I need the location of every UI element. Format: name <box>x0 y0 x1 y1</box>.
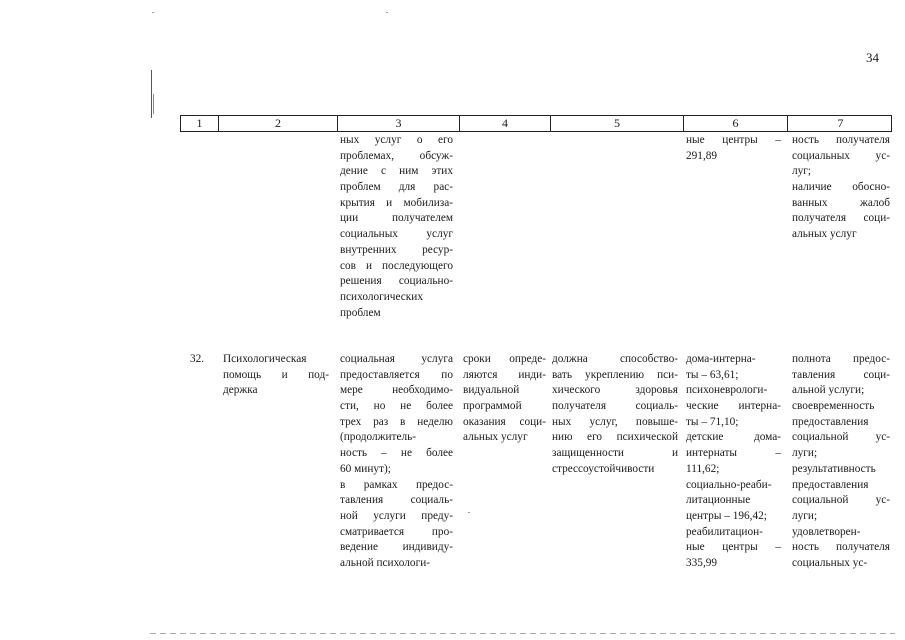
text-line: ные центры – <box>686 134 781 146</box>
text-line: в рамках предос- <box>340 478 453 491</box>
text-line: удовлетворен- <box>792 525 861 538</box>
text-line: ных услуг о его <box>340 134 453 146</box>
column-number-3: 3 <box>338 116 460 131</box>
text-line: получателя соци- <box>792 212 890 225</box>
margin-rule-secondary <box>153 94 154 114</box>
text-line: решения социально- <box>340 275 453 288</box>
text-line: вать укреплению пси- <box>552 368 678 381</box>
text-line: тавления соци- <box>792 368 890 381</box>
text-line: дение с ним этих <box>340 165 453 178</box>
text-line: детские дома- <box>686 431 781 444</box>
text-line: внутренних ресур- <box>340 243 453 256</box>
text-line: ные центры – <box>686 541 781 554</box>
text-line: предоставляется по <box>340 368 453 381</box>
text-line: социально-реаби- <box>686 478 772 491</box>
text-line: ность – не более <box>340 447 453 460</box>
text-line: ных услуг, повыше- <box>552 415 678 428</box>
text-line: ведение индивиду- <box>340 541 453 554</box>
row-32-description <box>340 352 453 572</box>
text-line: ность получателя <box>792 541 890 554</box>
text-line: альной услуги; <box>792 384 865 397</box>
text-line: тавления социаль- <box>340 494 453 507</box>
text-line: сроки опреде- <box>463 353 546 365</box>
page-bottom-scan-edge <box>150 633 895 634</box>
column-number-5: 5 <box>551 116 684 131</box>
text-line: ты – 63,61; <box>686 368 739 381</box>
continuation-col6-text <box>686 133 781 164</box>
text-line: альных услуг <box>792 228 857 241</box>
text-line: социальной ус- <box>792 431 890 444</box>
text-line: интернаты – <box>686 447 781 460</box>
text-line: сматривается про- <box>340 525 453 538</box>
text-line: хического здоровья <box>552 384 678 397</box>
text-line: предоставления <box>792 478 869 491</box>
text-line: Психологическая <box>223 353 307 365</box>
row-32-service-name <box>223 352 329 399</box>
scan-speck <box>468 512 470 513</box>
text-line: центры – 196,42; <box>686 509 767 522</box>
table-header-row <box>180 115 892 132</box>
text-line: ванных жалоб <box>792 196 890 209</box>
row-number: 32. <box>190 353 205 365</box>
text-line: социальной ус- <box>792 494 890 507</box>
row-32-quality-indicators <box>792 352 890 572</box>
text-line: своевременность <box>792 400 875 413</box>
text-line: результативность <box>792 462 876 475</box>
column-number-1: 1 <box>181 116 219 131</box>
text-line: ной услуги преду- <box>340 509 453 522</box>
text-line: мере необходимо- <box>340 384 453 397</box>
text-line: психоневрологи- <box>686 384 768 397</box>
text-line: стрессоустойчивости <box>552 462 655 475</box>
text-line: луги; <box>792 447 818 460</box>
text-line: 60 минут); <box>340 462 391 475</box>
text-line: литационные <box>686 494 751 507</box>
text-line: видуальной <box>463 384 520 397</box>
text-line: луги; <box>792 509 818 522</box>
text-line: оказания соци- <box>463 415 546 428</box>
text-line: должна способство- <box>552 353 678 365</box>
text-line: реабилитацион- <box>686 525 763 538</box>
text-line: ции получателем <box>340 212 453 225</box>
margin-rule <box>151 70 152 118</box>
text-line: сти, но не более <box>340 400 453 413</box>
text-line: программой <box>463 400 522 413</box>
text-line: альной психологи- <box>340 556 431 569</box>
row-32-purpose <box>552 352 678 478</box>
continuation-col3-text <box>340 133 453 321</box>
column-number-2: 2 <box>219 116 338 131</box>
text-line: социальная услуга <box>340 353 453 365</box>
text-line: (продолжитель- <box>340 431 417 444</box>
text-line: социальных ус- <box>792 149 890 162</box>
row-32-number <box>190 352 214 368</box>
text-line: дома-интерна- <box>686 353 756 365</box>
column-number-4: 4 <box>460 116 551 131</box>
text-line: защищенности и <box>552 447 678 460</box>
text-line: проблемах, обсуж- <box>340 149 453 162</box>
text-line: получателя социаль- <box>552 400 678 413</box>
text-line: помощь и под- <box>223 368 329 381</box>
text-line: наличие обосно- <box>792 181 890 194</box>
text-line: проблем <box>340 306 381 319</box>
text-line: социальных ус- <box>792 556 868 569</box>
text-line: ты – 71,10; <box>686 415 739 428</box>
row-32-terms <box>463 352 546 446</box>
text-line: 111,62; <box>686 462 720 475</box>
text-line: психологических <box>340 290 423 303</box>
page-number: 34 <box>866 50 879 65</box>
row-32-tariffs <box>686 352 781 572</box>
text-line: альных услуг <box>463 431 528 444</box>
text-line: 291,89 <box>686 149 718 162</box>
scan-speck <box>152 12 154 13</box>
text-line: держка <box>223 384 258 397</box>
text-line: 335,99 <box>686 556 718 569</box>
text-line: ность получателя <box>792 134 890 146</box>
text-line: предоставления <box>792 415 869 428</box>
text-line: луг; <box>792 165 812 178</box>
scan-speck <box>386 12 388 13</box>
text-line: проблем для рас- <box>340 181 453 194</box>
column-number-7: 7 <box>837 116 844 130</box>
text-line: полнота предос- <box>792 353 890 365</box>
continuation-col7-text <box>792 133 890 243</box>
text-line: крытия и мобилиза- <box>340 196 453 209</box>
text-line: нию его психической <box>552 431 678 444</box>
text-line: социальных услуг <box>340 228 453 241</box>
text-line: ляются инди- <box>463 368 546 381</box>
column-number-6: 6 <box>684 116 788 131</box>
text-line: трех раз в неделю <box>340 415 453 428</box>
text-line: сов и последующего <box>340 259 453 272</box>
text-line: ческие интерна- <box>686 400 781 413</box>
